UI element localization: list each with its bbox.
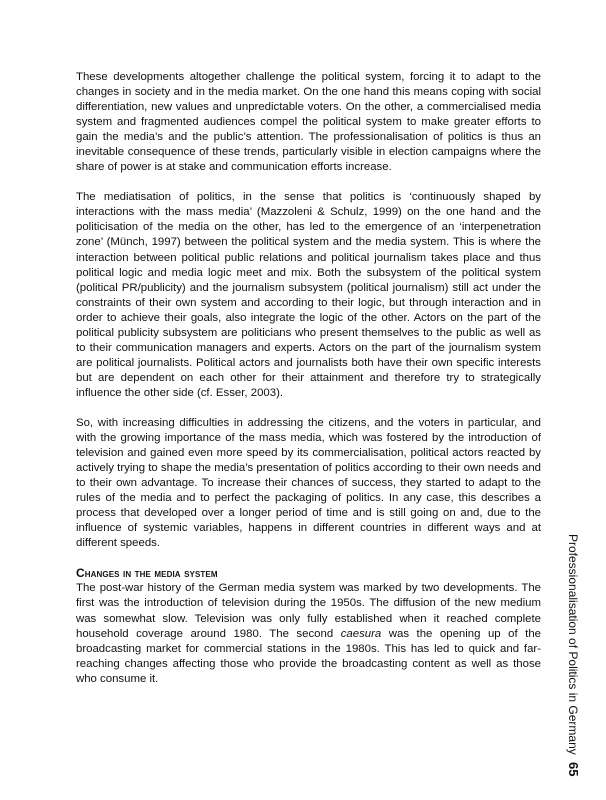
section-text-end: was the opening up of the broadcasting market for commercial stations in the 1980s. This has led to quick and far-reaching changes affecting those who provide the broadcasting content as well as those who consume it. [76, 627, 542, 685]
running-header [563, 534, 583, 777]
page-number: 65 [566, 761, 581, 777]
page-body [76, 70, 541, 687]
section-paragraph [76, 581, 541, 686]
running-header-title: Professionalisation of Politics in Germany [566, 534, 580, 755]
paragraph-3: So, with increasing difficulties in addressing the citizens, and the voters in particular, and with the growing importance of the mass media, which was fostered by the introduction of television and gained even more speed by its commercialisation, political actors reacted by actively trying to shape the media’s presentation of politics according to their own needs and to their own advantage. To increase their chances of success, they started to adapt to the rules of the media and to perfect the packaging of politics. In any case, this describes a process that developed over a longer period of time and is still going on and, due to the influence of systemic variables, happens in different countries in different ways and at different speeds. [76, 416, 541, 550]
italic-term: caesura [340, 627, 382, 640]
paragraph-2: The mediatisation of politics, in the sense that politics is ‘continuously shaped by interactions with the mass media’ (Mazzoleni & Schulz, 1999) on the one hand and the politicisation of the media on the other, has led to the emergence of an ‘interpenetration zone’ (Münch, 1997) between the political system and the media system. This is where the interaction between political public relations and political journalism takes place and thus political logic and media logic meet and mix. Both the subsystem of the political system (political PR/publicity) and the journalism subsystem (political journalism) still act under the constraints of their own system and according to their logic, but through interaction and in order to achieve their goals, also integrate the logic of the other. Actors on the part of the political publicity subsystem are politicians who present themselves to the public as well as to their communication managers and experts. Actors on the part of the journalism system are political journalists. Political actors and journalists both have their own specific interests but are dependent on each other for their attainment and therefore try to strategically influence the other side (cf. Esser, 2003). [76, 191, 541, 399]
paragraph-1: These developments altogether challenge the political system, forcing it to adapt to the changes in society and in the media market. On the one hand this means coping with social differentiation, new values and unpredictable voters. On the other, a commercialised media system and fragmented audiences compel the political system to make greater efforts to gain the media’s and the public’s attention. The professionalisation of politics is thus an inevitable consequence of these trends, particularly visible in election campaigns where the share of power is at stake and communication efforts increase. [76, 71, 541, 174]
section-text-start: The post-war history of the German media system was marked by two developments. The first was the introduction of television during the 1950s. The diffusion of the new medium was somewhat slow. Television was only fully established when it reached complete household coverage around 1980. The second [76, 582, 541, 640]
section-heading: Changes in the media system [76, 566, 218, 581]
